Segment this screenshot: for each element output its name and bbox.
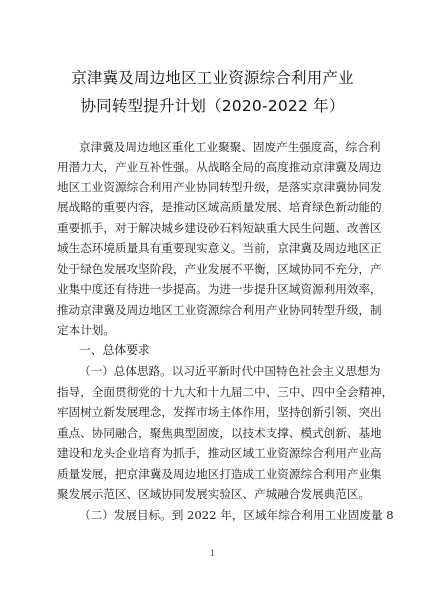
paragraph-line: 推动京津冀及周边地区工业资源综合利用产业协同转型升级，制: [57, 303, 382, 317]
paragraph-line: 质量发展，把京津冀及周边地区打造成工业资源综合利用产业集: [57, 467, 382, 481]
paragraph-line: 业集中度还有待进一步提高。为进一步提升区域资源利用效率，: [57, 282, 382, 296]
paragraph-line: 处于绿色发展攻坚阶段，产业发展不平衡，区域协同不充分，产: [57, 262, 382, 276]
page-number: 1: [209, 549, 216, 558]
section-heading: 一、总体要求: [79, 343, 150, 357]
paragraph-line: 域生态环境质量具有重要现实意义。当前，京津冀及周边地区正: [57, 241, 382, 255]
paragraph-line: 用潜力大，产业互补性强。从战略全局的高度推动京津冀及周边: [57, 160, 382, 174]
paragraph-line: 地区工业资源综合利用产业协同转型升级，是落实京津冀协同发: [57, 180, 382, 194]
document-title-line1: 京津冀及周边地区工业资源综合利用产业: [71, 69, 354, 87]
document-title-line2: 协同转型提升计划（2020-2022 年）: [80, 97, 345, 115]
paragraph-line: （二）发展目标。到 2022 年，区域年综合利用工业固废量 8: [79, 508, 394, 522]
paragraph-line: 展战略的重要内容，是推动区域高质量发展、培育绿色新动能的: [57, 200, 382, 214]
paragraph-line: 指导，全面贯彻党的十九大和十九届二中、三中、四中全会精神，: [57, 385, 394, 399]
paragraph-line: 定本计划。: [57, 323, 115, 337]
paragraph-line: 重要抓手，对于解决城乡建设砂石料短缺重大民生问题、改善区: [57, 221, 382, 235]
paragraph-line: 重点、协同融合，聚焦典型固废，以技术支撑、模式创新、基地: [57, 426, 382, 440]
paragraph-line: 京津冀及周边地区重化工业聚聚、固废产生强度高，综合利: [79, 140, 381, 154]
paragraph-line: （一）总体思路。以习近平新时代中国特色社会主义思想为: [79, 364, 381, 378]
paragraph-line: 聚发展示范区、区域协同发展实验区、产城融合发展典范区。: [57, 487, 371, 501]
paragraph-line: 建设和龙头企业培育为抓手，推动区域工业资源综合利用产业高: [57, 446, 382, 460]
paragraph-line: 牢固树立新发展理念，发挥市场主体作用，坚持创新引领、突出: [57, 405, 382, 419]
